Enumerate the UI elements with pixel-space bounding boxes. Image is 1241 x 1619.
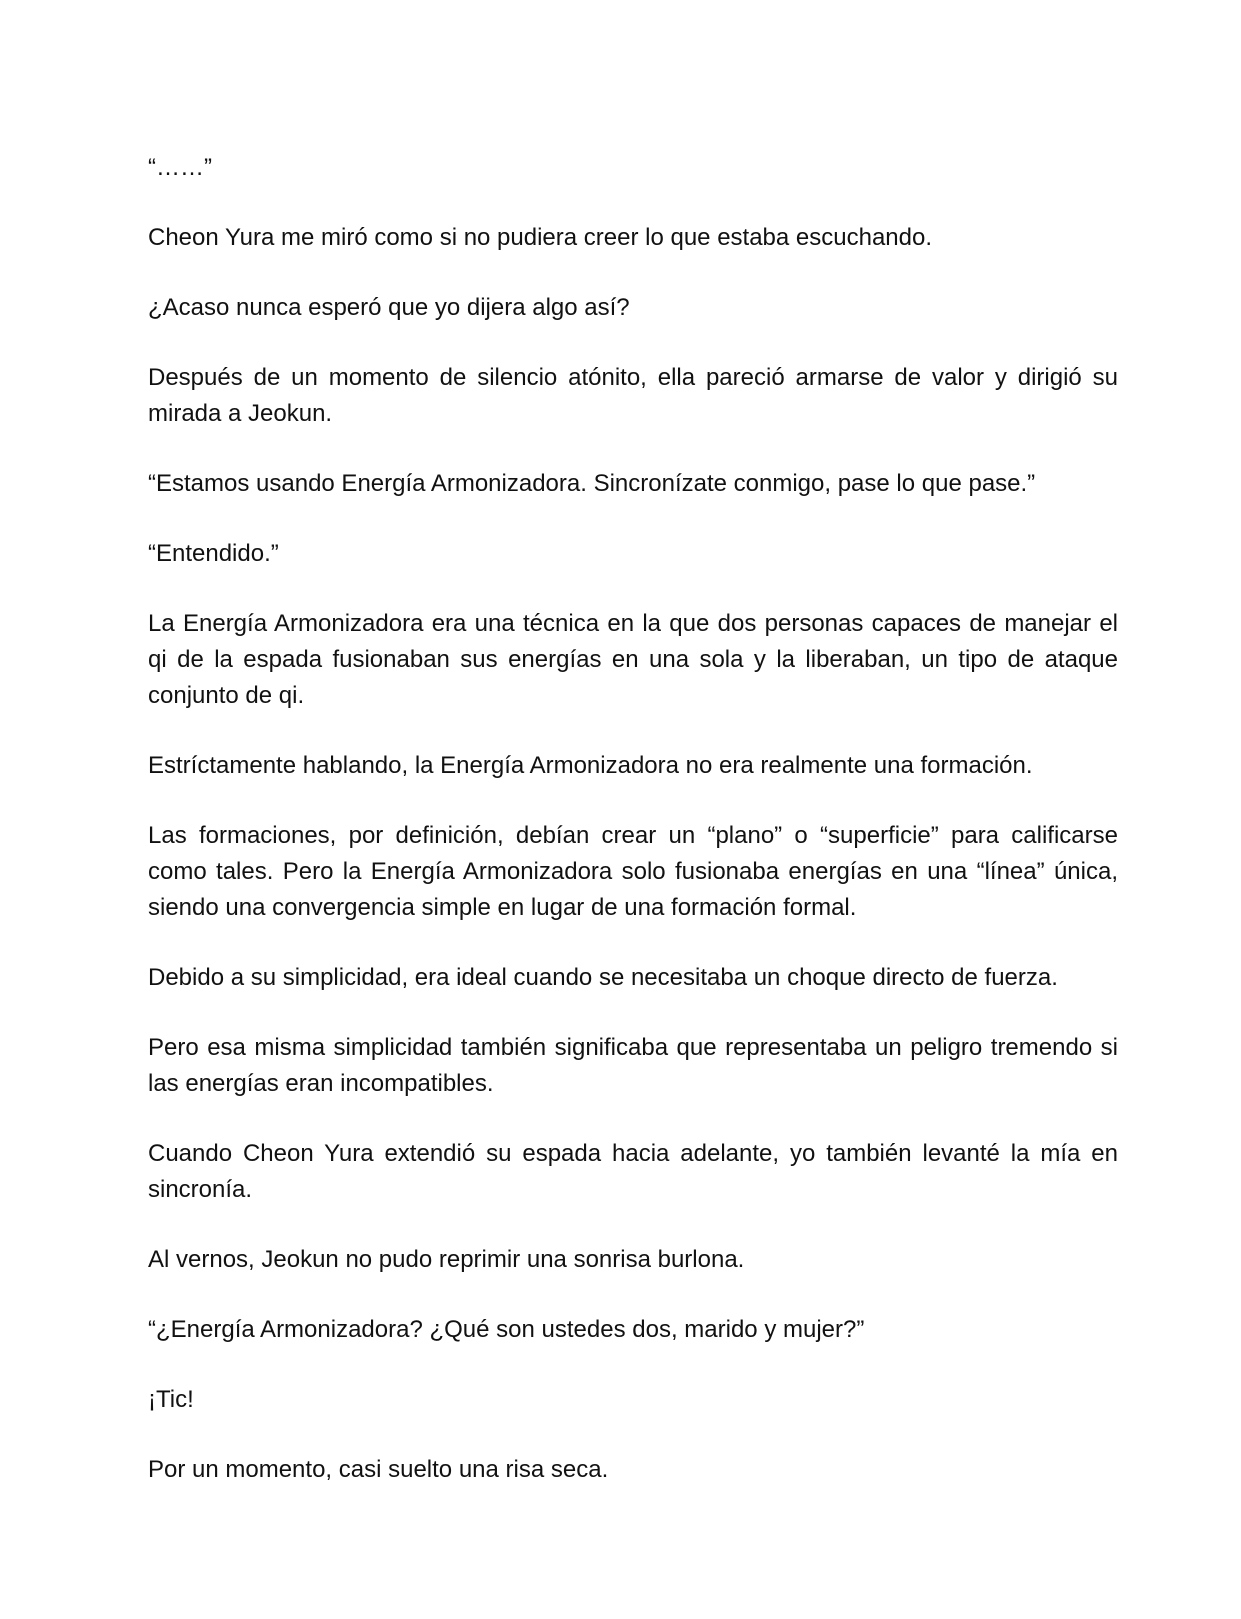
paragraph: “Estamos usando Energía Armonizadora. Sincronízate conmigo, pase lo que pase.” <box>148 470 1036 497</box>
paragraph: Estríctamente hablando, la Energía Armonizadora no era realmente una formación. <box>148 752 1033 779</box>
paragraph: Debido a su simplicidad, era ideal cuando se necesitaba un choque directo de fuerza. <box>148 964 1058 991</box>
paragraph: La Energía Armonizadora era una técnica en la que dos personas capaces de manejar el qi de la espada fusionaban sus energías en una sola y la liberaban, un tipo de ataque conjunto de qi. <box>148 610 1118 709</box>
paragraph: Cheon Yura me miró como si no pudiera creer lo que estaba escuchando. <box>148 224 933 251</box>
paragraph: Las formaciones, por definición, debían crear un “plano” o “superficie” para calificarse como tales. Pero la Energía Armonizadora solo fusionaba energías en una “línea” única, siendo una convergencia simple en lugar de una formación formal. <box>148 822 1118 921</box>
paragraph: Cuando Cheon Yura extendió su espada hacia adelante, yo también levanté la mía en sincronía. <box>148 1140 1118 1203</box>
paragraph: Después de un momento de silencio atónito, ella pareció armarse de valor y dirigió su mirada a Jeokun. <box>148 364 1118 427</box>
paragraph: “Entendido.” <box>148 540 279 567</box>
paragraph: “¿Energía Armonizadora? ¿Qué son ustedes dos, marido y mujer?” <box>148 1316 865 1343</box>
paragraph: Al vernos, Jeokun no pudo reprimir una sonrisa burlona. <box>148 1246 745 1273</box>
paragraph: Pero esa misma simplicidad también significaba que representaba un peligro tremendo si las energías eran incompatibles. <box>148 1034 1118 1097</box>
paragraph: Por un momento, casi suelto una risa seca. <box>148 1456 609 1483</box>
paragraph: ¡Tic! <box>148 1386 194 1413</box>
paragraph: “……” <box>148 154 212 181</box>
document-body <box>148 150 1118 1522</box>
paragraph: ¿Acaso nunca esperó que yo dijera algo así? <box>148 294 630 321</box>
